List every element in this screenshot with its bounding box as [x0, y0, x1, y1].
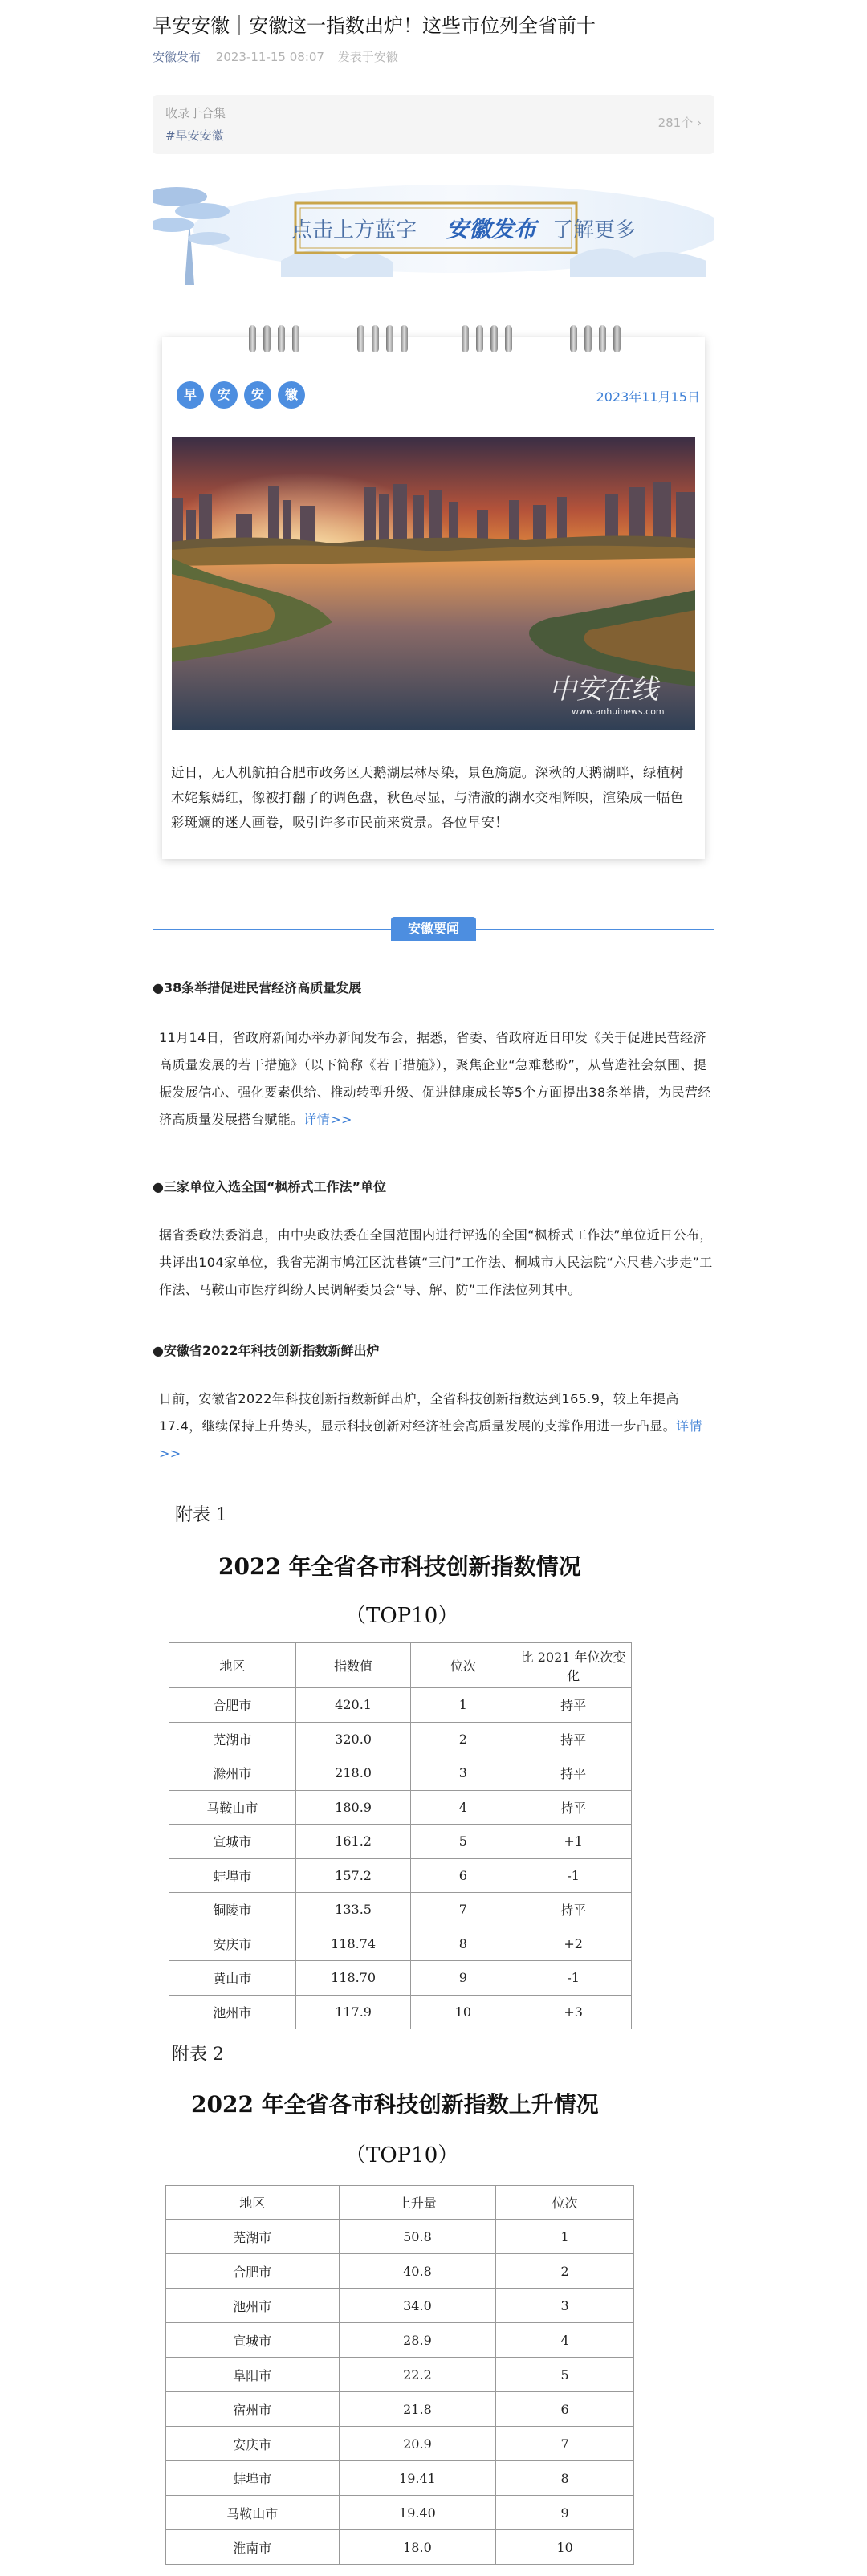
table-cell: 3 — [411, 1756, 515, 1791]
table-cell: 持平 — [515, 1688, 632, 1723]
ring-icon — [613, 325, 621, 352]
table1-label: 附表 1 — [175, 1505, 227, 1525]
table-row — [166, 2289, 634, 2323]
table-cell: 阜阳市 — [166, 2358, 340, 2392]
card-date: 2023年11月15日 — [596, 389, 700, 405]
table-header-cell: 位次 — [411, 1643, 515, 1688]
table-cell: 161.2 — [295, 1825, 411, 1859]
table-cell: 4 — [411, 1790, 515, 1825]
table-cell: 安庆市 — [166, 2427, 340, 2461]
table-row — [169, 1961, 632, 1996]
table-cell: 5 — [496, 2358, 634, 2392]
table1-title: 2022 年全省各市科技创新指数情况 — [218, 1553, 581, 1580]
table-cell: 安庆市 — [169, 1927, 296, 1961]
table2-subtitle: （TOP10） — [345, 2143, 459, 2167]
table-row — [166, 2496, 634, 2530]
table1-subtitle: （TOP10） — [345, 1604, 459, 1628]
table-cell: 持平 — [515, 1893, 632, 1927]
table-cell: 40.8 — [339, 2254, 496, 2289]
table-cell: 1 — [411, 1688, 515, 1723]
collection-label: 收录于合集 — [165, 106, 226, 120]
ring-icon — [263, 325, 271, 352]
follow-banner[interactable] — [153, 165, 714, 293]
news-body — [159, 1024, 714, 1133]
details-link[interactable]: 详情>> — [159, 1418, 702, 1461]
svg-text:中安在线: 中安在线 — [549, 674, 658, 706]
collection-count-text: 281个 — [657, 116, 694, 130]
table-cell: 宿州市 — [166, 2392, 340, 2427]
table-cell: 芜湖市 — [166, 2220, 340, 2254]
article-title: 早安安徽｜安徽这一指数出炉！这些市位列全省前十 — [153, 14, 596, 37]
table-cell: 9 — [411, 1961, 515, 1996]
ring-icon — [278, 325, 285, 352]
table-cell: 8 — [411, 1927, 515, 1961]
table-cell: 合肥市 — [169, 1688, 296, 1723]
table-cell: 池州市 — [169, 1995, 296, 2029]
table-cell: 5 — [411, 1825, 515, 1859]
table-cell: 2 — [411, 1722, 515, 1756]
table-cell: 9 — [496, 2496, 634, 2530]
table-cell: 持平 — [515, 1756, 632, 1791]
pill-an-2: 安 — [244, 381, 271, 409]
table-cell: 7 — [496, 2427, 634, 2461]
news-body — [159, 1222, 714, 1304]
ring-icon — [584, 325, 592, 352]
table-row — [166, 2220, 634, 2254]
table-header-cell: 上升量 — [339, 2186, 496, 2220]
news-body-text: 日前，安徽省2022年科技创新指数新鲜出炉，全省科技创新指数达到165.9，较上年提高17.4，继续保持上升势头，显示科技创新对经济社会高质量发展的支撑作用进一步凸显。 — [159, 1391, 679, 1434]
banner-prefix: 点击上方蓝字 — [291, 218, 417, 242]
ring-icon — [462, 325, 469, 352]
table-cell: 1 — [496, 2220, 634, 2254]
ring-icon — [490, 325, 498, 352]
table-cell: 117.9 — [295, 1995, 411, 2029]
table-row — [166, 2323, 634, 2358]
table-cell: 蚌埠市 — [166, 2461, 340, 2496]
table-cell: 马鞍山市 — [169, 1790, 296, 1825]
news-headline: ●三家单位入选全国“枫桥式工作法”单位 — [153, 1179, 386, 1194]
table1 — [169, 1642, 632, 2029]
ring-icon — [249, 325, 256, 352]
table-cell: 157.2 — [295, 1858, 411, 1893]
table-cell: 6 — [411, 1858, 515, 1893]
table-cell: +3 — [515, 1995, 632, 2029]
table-cell: 合肥市 — [166, 2254, 340, 2289]
collection-tag[interactable]: #早安安徽 — [165, 128, 224, 143]
table-cell: 420.1 — [295, 1688, 411, 1723]
table-cell: 34.0 — [339, 2289, 496, 2323]
table2 — [165, 2185, 634, 2565]
table-cell: 淮南市 — [166, 2530, 340, 2565]
watermark-url: www.anhuinews.com — [572, 706, 665, 717]
table-row — [166, 2461, 634, 2496]
table-cell: -1 — [515, 1961, 632, 1996]
collection-box[interactable] — [153, 95, 714, 154]
banner-art — [153, 165, 714, 293]
table-cell: -1 — [515, 1858, 632, 1893]
ring-icon — [357, 325, 364, 352]
ring-icon — [401, 325, 408, 352]
table-cell: 19.41 — [339, 2461, 496, 2496]
pill-hui: 徽 — [278, 381, 305, 409]
table-cell: 芜湖市 — [169, 1722, 296, 1756]
table-row — [166, 2530, 634, 2565]
banner-suffix: 了解更多 — [552, 218, 637, 242]
table-row — [166, 2392, 634, 2427]
table-row — [169, 1858, 632, 1893]
table-cell: 18.0 — [339, 2530, 496, 2565]
table-cell: +1 — [515, 1825, 632, 1859]
table-row — [169, 1995, 632, 2029]
publish-location: 发表于安徽 — [337, 50, 398, 64]
table-cell: 宣城市 — [166, 2323, 340, 2358]
table-row — [169, 1722, 632, 1756]
table-row — [169, 1688, 632, 1723]
table-cell: 宣城市 — [169, 1825, 296, 1859]
table-row — [166, 2254, 634, 2289]
card-caption: 近日，无人机航拍合肥市政务区天鹅湖层林尽染，景色旖旎。深秋的天鹅湖畔，绿植树木姹紫嫣红，像被打翻了的调色盘，秋色尽显，与清澈的湖水交相辉映，渲染成一幅色彩斑斓的迷人画卷，吸引许多市民前来赏景。各位早安！ — [171, 765, 684, 830]
binder-rings — [241, 325, 626, 357]
table-cell: 180.9 — [295, 1790, 411, 1825]
table-row — [169, 1790, 632, 1825]
table-cell: 218.0 — [295, 1756, 411, 1791]
table-header-row — [169, 1643, 632, 1688]
table-cell: 133.5 — [295, 1893, 411, 1927]
table-cell: 4 — [496, 2323, 634, 2358]
table-cell: 马鞍山市 — [166, 2496, 340, 2530]
table-cell: 28.9 — [339, 2323, 496, 2358]
table2-label: 附表 2 — [172, 2045, 224, 2065]
table-header-cell: 地区 — [166, 2186, 340, 2220]
table-cell: 持平 — [515, 1722, 632, 1756]
table-row — [169, 1893, 632, 1927]
pill-morning: 早 — [177, 381, 204, 409]
table-cell: 蚌埠市 — [169, 1858, 296, 1893]
table-cell: 10 — [411, 1995, 515, 2029]
news-body-text: 据省委政法委消息，由中央政法委在全国范围内进行评选的全国“枫桥式工作法”单位近日公布，共评出104家单位，我省芜湖市鸠江区沈巷镇“三问”工作法、桐城市人民法院“六尺巷六步走”工作法、马鞍山市医疗纠纷人民调解委员会“导、解、防”工作法位列其中。 — [159, 1227, 713, 1297]
publish-date: 2023-11-15 08:07 — [215, 50, 324, 64]
ring-icon — [570, 325, 577, 352]
table2-title: 2022 年全省各市科技创新指数上升情况 — [191, 2091, 599, 2118]
table-row — [166, 2427, 634, 2461]
pill-an: 安 — [210, 381, 238, 409]
table-cell: 2 — [496, 2254, 634, 2289]
news-body — [159, 1386, 714, 1467]
details-link[interactable]: 详情>> — [303, 1112, 352, 1127]
table-row — [169, 1756, 632, 1791]
table-row — [166, 2358, 634, 2392]
table-cell: 10 — [496, 2530, 634, 2565]
table-row — [169, 1927, 632, 1961]
news-headline: ●38条举措促进民营经济高质量发展 — [153, 980, 362, 995]
table-cell: 118.74 — [295, 1927, 411, 1961]
table-row — [169, 1825, 632, 1859]
table-cell: 21.8 — [339, 2392, 496, 2427]
ring-icon — [292, 325, 299, 352]
table-header-cell: 地区 — [169, 1643, 296, 1688]
table-header-cell: 指数值 — [295, 1643, 411, 1688]
ring-icon — [476, 325, 483, 352]
table-header-cell: 比 2021 年位次变化 — [515, 1643, 632, 1688]
lake-photo — [172, 437, 695, 730]
section-label: 安徽要闻 — [391, 917, 476, 941]
table-cell: 320.0 — [295, 1722, 411, 1756]
article-meta — [153, 48, 398, 65]
table-cell: 50.8 — [339, 2220, 496, 2254]
news-headline: ●安徽省2022年科技创新指数新鲜出炉 — [153, 1343, 380, 1358]
table-cell: 118.70 — [295, 1961, 411, 1996]
account-link[interactable]: 安徽发布 — [153, 50, 201, 64]
ring-icon — [386, 325, 393, 352]
banner-brand: 安徽发布 — [446, 216, 537, 242]
table-cell: +2 — [515, 1927, 632, 1961]
collection-count — [658, 114, 702, 131]
ring-icon — [599, 325, 606, 352]
table-cell: 20.9 — [339, 2427, 496, 2461]
table-cell: 8 — [496, 2461, 634, 2496]
chevron-right-icon: › — [697, 116, 702, 130]
ring-icon — [372, 325, 379, 352]
ring-icon — [505, 325, 512, 352]
table-cell: 滁州市 — [169, 1756, 296, 1791]
table-cell: 池州市 — [166, 2289, 340, 2323]
table-cell: 22.2 — [339, 2358, 496, 2392]
news-body-text: 11月14日，省政府新闻办举办新闻发布会，据悉，省委、省政府近日印发《关于促进民营经济高质量发展的若干措施》（以下简称《若干措施》），聚焦企业“急难愁盼”，从营造社会氛围、提振发展信心、强化要素供给、推动转型升级、促进健康成长等5个方面提出38条举措，为民营经济高质量发展搭台赋能。 — [159, 1030, 711, 1127]
table-cell: 持平 — [515, 1790, 632, 1825]
table-cell: 7 — [411, 1893, 515, 1927]
table-cell: 黄山市 — [169, 1961, 296, 1996]
table-cell: 6 — [496, 2392, 634, 2427]
table-header-cell: 位次 — [496, 2186, 634, 2220]
table-header-row — [166, 2186, 634, 2220]
table-cell: 铜陵市 — [169, 1893, 296, 1927]
table-cell: 19.40 — [339, 2496, 496, 2530]
table-cell: 3 — [496, 2289, 634, 2323]
